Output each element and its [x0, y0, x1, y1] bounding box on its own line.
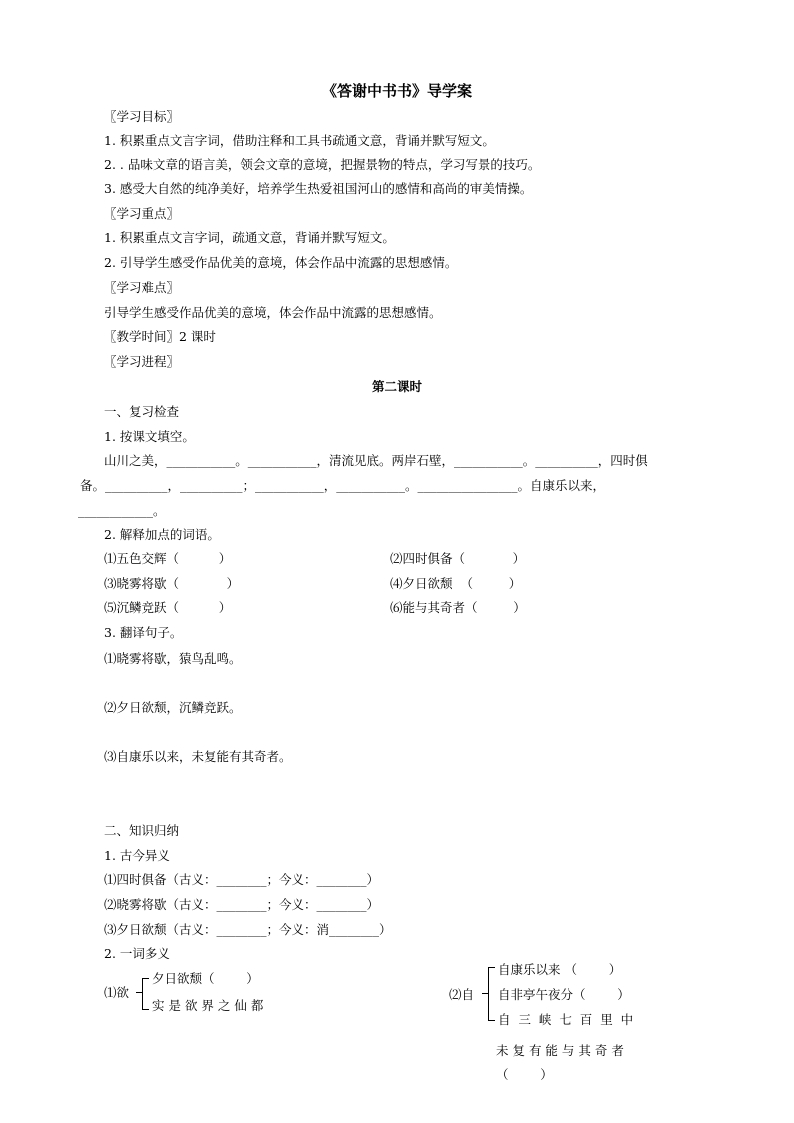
key-point-item: 1. 积累重点文言字词，疏通文意，背诵并默写短文。: [104, 230, 395, 245]
brace-tip: [482, 993, 488, 994]
brace-icon: [488, 967, 495, 1021]
word-item: ⑹能与其奇者（ ）: [390, 600, 526, 615]
polysemy-line: 自康乐以来 （ ）: [498, 962, 622, 977]
polysemy-line: 夕日欲颓（ ）: [152, 971, 259, 986]
polysemy-line: 未 复 有 能 与 其 奇 者: [496, 1043, 624, 1058]
objectives-heading: 〖学习目标〗: [104, 109, 180, 124]
teaching-time: 〖教学时间〗2 课时: [104, 329, 216, 344]
key-points-heading: 〖学习重点〗: [104, 206, 180, 221]
difficulty-heading: 〖学习难点〗: [104, 280, 180, 295]
word-item: ⑸沉鳞竞跃（ ）: [104, 600, 232, 615]
section2-heading: 二、知识归纳: [104, 823, 180, 838]
ancient-modern-item: ⑶夕日欲颓（古义：________；今义：消________）: [104, 922, 392, 937]
brace-tip: [136, 992, 142, 993]
ancient-modern-item: ⑴四时俱备（古义：________；今义：________）: [104, 872, 380, 887]
fill-blank-line: 备。__________，__________；___________，___________。________________。自康乐以来，: [80, 478, 606, 493]
polysemy-line: 自 三 峡 七 百 里 中: [498, 1012, 634, 1027]
lesson-title: 第二课时: [371, 379, 422, 394]
section1-heading: 一、复习检查: [104, 404, 180, 419]
polysemy-line: （ ）: [496, 1067, 553, 1082]
word-item: ⑵四时俱备（ ）: [390, 551, 526, 566]
objective-item: 2. . 品味文章的语言美，领会文章的意境，把握景物的特点，学习写景的技巧。: [104, 157, 541, 172]
question-1: 1. 古今异义: [104, 848, 170, 863]
fill-blank-line: ____________。: [78, 503, 166, 518]
page-title: 《答谢中书书》导学案: [321, 82, 472, 100]
fill-blank-line: 山川之美，___________。___________，清流见底。两岸石壁，___________。__________，四时俱: [104, 453, 648, 468]
polysemy-line: 实 是 欲 界 之 仙 都: [152, 998, 264, 1013]
polysemy-label-yu: ⑴欲: [104, 985, 130, 1000]
word-item: ⑶晓雾将歇（ ）: [104, 576, 240, 591]
process-heading: 〖学习进程〗: [104, 354, 180, 369]
brace-icon: [142, 978, 149, 1010]
question-2: 2. 解释加点的词语。: [104, 527, 220, 542]
sentence-item: ⑵夕日欲颓，沉鳞竞跃。: [104, 700, 242, 715]
polysemy-label-zi: ⑵自: [449, 987, 475, 1002]
difficulty-text: 引导学生感受作品优美的意境，体会作品中流露的思想感情。: [104, 305, 442, 320]
question-3: 3. 翻译句子。: [104, 625, 183, 640]
key-point-item: 2. 引导学生感受作品优美的意境，体会作品中流露的思想感情。: [104, 255, 458, 270]
sentence-item: ⑴晓雾将歇，猿鸟乱鸣。: [104, 651, 242, 666]
word-item: ⑷夕日欲颓 （ ）: [390, 576, 522, 591]
word-item: ⑴五色交辉（ ）: [104, 551, 232, 566]
question-2: 2. 一词多义: [104, 946, 170, 961]
objective-item: 3. 感受大自然的纯净美好，培养学生热爱祖国河山的感情和高尚的审美情操。: [104, 181, 533, 196]
polysemy-line: 自非亭午夜分（ ）: [498, 987, 630, 1002]
objective-item: 1. 积累重点文言字词，借助注释和工具书疏通文意，背诵并默写短文。: [104, 133, 495, 148]
ancient-modern-item: ⑵晓雾将歇（古义：________；今义：________）: [104, 897, 380, 912]
sentence-item: ⑶自康乐以来，未复能有其奇者。: [104, 749, 292, 764]
question-1: 1. 按课文填空。: [104, 429, 195, 444]
